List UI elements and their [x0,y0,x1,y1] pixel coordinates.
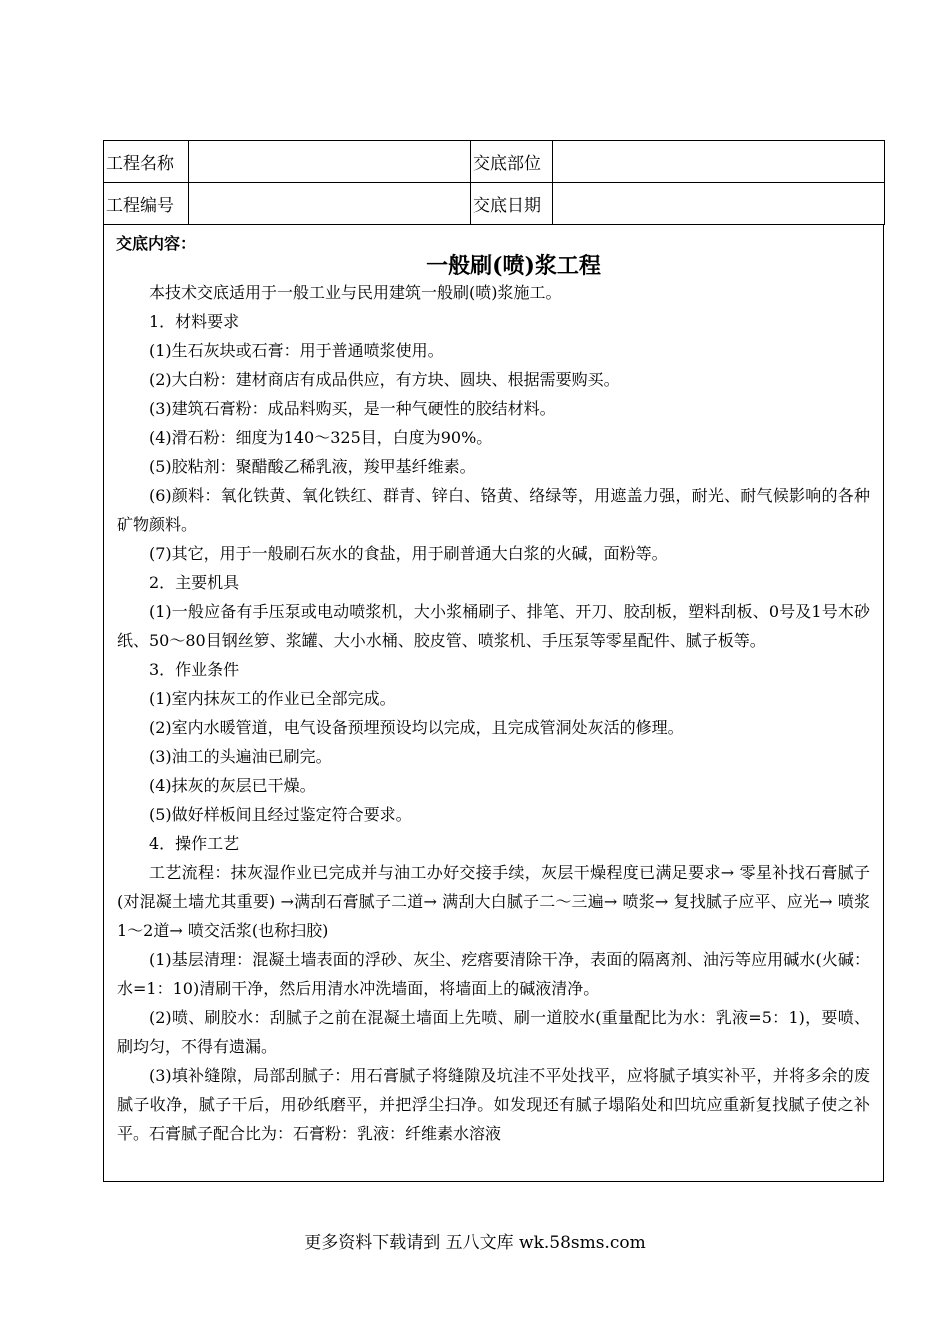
project-number-label: 工程编号 [104,183,189,225]
paragraph: (1)一般应备有手压泵或电动喷浆机，大小浆桶刷子、排笔、开刀、胶刮板，塑料刮板、0号及1号木砂纸、50～80目钢丝箩、浆罐、大小水桶、胶皮管、喷浆机、手压泵等零星配件、腻子板等。 [117,602,870,650]
disclosure-part-label: 交底部位 [471,141,553,183]
paragraph: (2)大白粉：建材商店有成品供应，有方块、圆块、根据需要购买。 [149,370,620,389]
paragraph: (1)基层清理：混凝土墙表面的浮砂、灰尘、疙瘩要清除干净，表面的隔离剂、油污等应用碱水(火碱：水=1：10)清刷干净，然后用清水冲洗墙面，将墙面上的碱液清净。 [117,950,870,998]
paragraph: (4)滑石粉：细度为140～325目，白度为90%。 [149,428,493,447]
paragraph: 2．主要机具 [149,573,240,592]
paragraph: 工艺流程：抹灰湿作业已完成并与油工办好交接手续，灰层干燥程度已满足要求→ 零星补找石膏腻子(对混凝土墙尤其重要) →满刮石膏腻子二道→ 满刮大白腻子二～三遍→ 喷浆→ 复找腻子应平、应光→ 喷浆1～2道→ 喷交活浆(也称扫胶) [117,863,870,940]
disclosure-date-value [553,183,885,225]
table-row [104,183,885,225]
body-text [117,278,870,1148]
disclosure-content-box [103,225,884,1182]
paragraph: 3．作业条件 [149,660,240,679]
document-title: 一般刷(喷)浆工程 [426,253,601,279]
project-name-label: 工程名称 [104,141,189,183]
table-row [104,141,885,183]
paragraph: (6)颜料：氧化铁黄、氧化铁红、群青、锌白、铬黄、络绿等，用遮盖力强，耐光、耐气候影响的各种矿物颜料。 [117,486,870,534]
paragraph: 1．材料要求 [149,312,240,331]
paragraph: (2)喷、刷胶水：刮腻子之前在混凝土墙面上先喷、刷一道胶水(重量配比为水：乳液=5：1)，要喷、刷均匀，不得有遗漏。 [117,1008,870,1056]
paragraph: 4．操作工艺 [149,834,240,853]
content-label: 交底内容： [116,234,197,253]
paragraph: (5)做好样板间且经过鉴定符合要求。 [149,805,412,824]
footer-text: 更多资料下载请到 五八文库 wk.58sms.com [304,1233,646,1253]
paragraph: (1)生石灰块或石膏：用于普通喷浆使用。 [149,341,444,360]
paragraph: (7)其它，用于一般刷石灰水的食盐，用于刷普通大白浆的火碱，面粉等。 [149,544,668,563]
paragraph: (3)建筑石膏粉：成品料购买，是一种气硬性的胶结材料。 [149,399,556,418]
project-info-table [103,140,885,225]
paragraph: (3)填补缝隙，局部刮腻子：用石膏腻子将缝隙及坑洼不平处找平，应将腻子填实补平，并将多余的废腻子收净，腻子干后，用砂纸磨平，并把浮尘扫净。如发现还有腻子塌陷处和凹坑应重新复找腻子使之补平。石膏腻子配合比为：石膏粉：乳液：纤维素水溶液 [117,1066,870,1143]
disclosure-part-value [553,141,885,183]
paragraph: (5)胶粘剂：聚醋酸乙稀乳液，羧甲基纤维素。 [149,457,476,476]
disclosure-date-label: 交底日期 [471,183,553,225]
project-number-value [189,183,471,225]
paragraph: (4)抹灰的灰层已干燥。 [149,776,316,795]
paragraph: (3)油工的头遍油已刷完。 [149,747,332,766]
paragraph: (2)室内水暖管道，电气设备预埋预设均以完成，且完成管洞处灰活的修理。 [149,718,684,737]
paragraph: (1)室内抹灰工的作业已全部完成。 [149,689,396,708]
project-name-value [189,141,471,183]
paragraph: 本技术交底适用于一般工业与民用建筑一般刷(喷)浆施工。 [149,283,562,302]
document-sheet [103,140,884,1182]
